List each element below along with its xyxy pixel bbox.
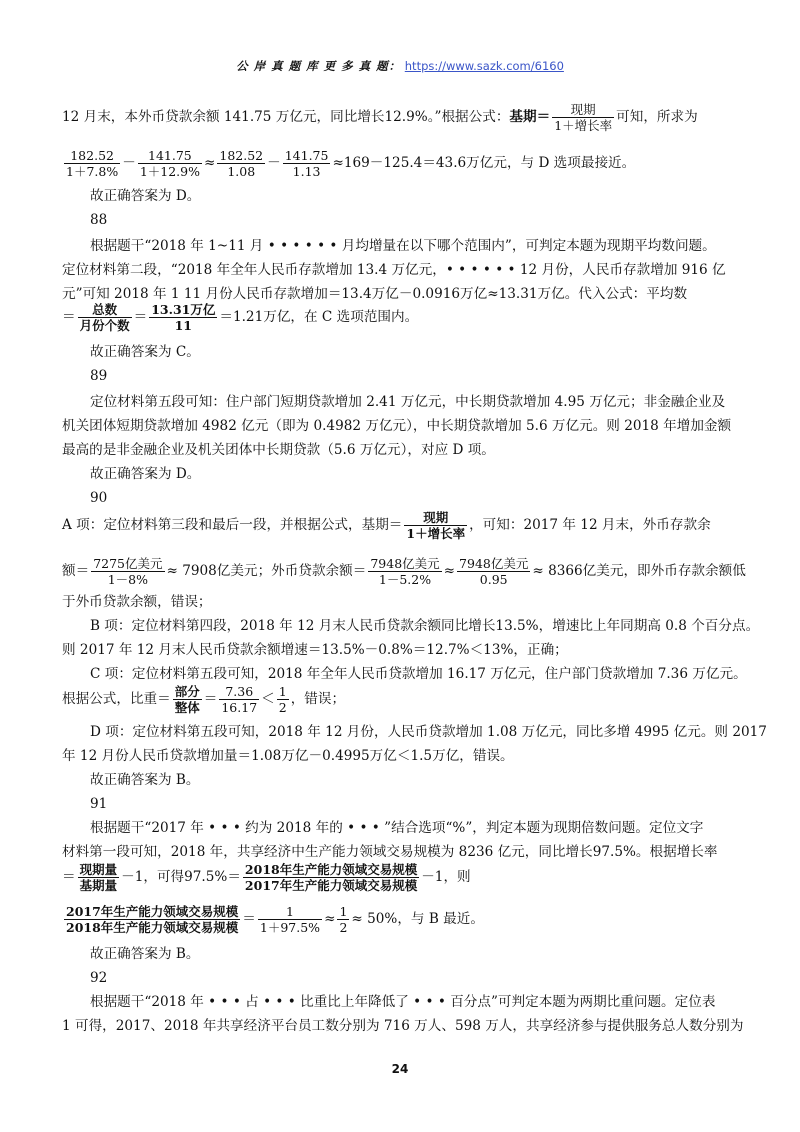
question-number: 91 <box>90 796 108 812</box>
answer-line: 故正确答案为 D。 <box>90 466 201 482</box>
text-line: 机关团体短期贷款增加 4982 亿元（即为 0.4982 万亿元），中长期贷款增加 5.6 万亿元。则 2018 年增加金额 <box>62 418 732 434</box>
text-line: ＝ $\frac{\text{现期量}}{\text{基期量}}$ －1，可得97.5%＝ $\frac{\text{2018年生产能力领域交易规模}}{\text{2017年生产能力领域交易规模}}$ －1，则 <box>62 862 471 893</box>
text-segment: ＝1.21万亿，在 C 选项范围内。 <box>219 309 419 325</box>
formula-fraction: $\frac{\text{现期}}{\text{1＋增长率}}$ <box>406 510 466 541</box>
text-line: C 项：定位材料第五段可知，2018 年全年人民币贷款增加 16.17 万亿元，住户部门贷款增加 7.36 万亿元。 <box>90 666 747 682</box>
text-segment: ≈169－125.4＝43.6万亿元，与 D 选项最接近。 <box>332 155 636 171</box>
text-line: A 项：定位材料第三段和最后一段，并根据公式，基期＝ $\frac{\text{现期}}{\text{1＋增长率}}$ ，可知：2017 年 12 月末，外币存款余 <box>62 510 711 541</box>
formula-fraction: $\frac{1}{1+97.5\%}$ <box>259 904 321 935</box>
formula-fraction: $\frac{141.75}{1.13}$ <box>284 148 329 179</box>
question-number: 88 <box>90 212 108 228</box>
text-line: $\frac{\text{2017年生产能力领域交易规模}}{\text{2018年生产能力领域交易规模}}$ ＝ $\frac{1}{1+97.5\%}$ ≈ $\frac{1}{2}$ ≈ 50%，与 B 最近。 <box>66 904 484 935</box>
text-line: 根据题干“2018 年 • • • 占 • • • 比重比上年降低了 • • • 百分点”可判定本题为两期比重问题。定位表 <box>90 994 716 1010</box>
question-number: 92 <box>90 970 108 986</box>
page-header <box>0 58 800 74</box>
text-line: 额＝ $\frac{\text{7275亿美元}}{1-8\%}$ ≈ 7908亿美元；外币贷款余额＝ $\frac{\text{7948亿美元}}{1-5.2\%}$ ≈ $\frac{\text{7948亿美元}}{0.95}$ ≈ 8366亿美元，即外币存款余额低 <box>62 556 746 587</box>
text-line: 定位材料第二段，“2018 年全年人民币存款增加 13.4 万亿元，• • • • • • 12 月份，人民币存款增加 916 亿 <box>62 262 726 278</box>
header-title: 公 岸 真 题 库 更 多 真 题： <box>236 59 402 73</box>
formula-fraction: $\frac{\text{13.31万亿}}{11}$ <box>151 302 216 333</box>
page-number: 24 <box>391 1062 409 1076</box>
formula-fraction: $\frac{\text{现期}}{\text{1＋增长率}}$ <box>554 102 613 133</box>
text-line: ＝ $\frac{\text{总数}}{\text{月份个数}}$ ＝ $\frac{\text{13.31万亿}}{11}$ ＝1.21万亿，在 C 选项范围内。 <box>62 302 419 333</box>
text-segment: 可知，所求为 <box>616 109 698 125</box>
formula-fraction: $\frac{\text{7275亿美元}}{1-8\%}$ <box>93 556 163 587</box>
text-line: B 项：定位材料第四段，2018 年 12 月末人民币贷款余额同比增长13.5%，增速比上年同期高 0.8 个百分点。 <box>90 618 760 634</box>
formula-fraction: $\frac{\text{现期量}}{\text{基期量}}$ <box>79 862 118 893</box>
text-line: 材料第一段可知，2018 年，共享经济中生产能力领域交易规模为 8236 亿元，同比增长97.5%。根据增长率 <box>62 844 718 860</box>
text-line: 则 2017 年 12 月末人民币贷款余额增速＝13.5%－0.8%＝12.7%＜13%，正确； <box>62 642 568 658</box>
formula-fraction: $\frac{\text{7948亿美元}}{1-5.2\%}$ <box>370 556 440 587</box>
text-segment: 12 月末，本外币贷款余额 141.75 万亿元，同比增长12.9%。”根据公式： <box>62 109 510 125</box>
text-line: 根据题干“2017 年 • • • 约为 2018 年的 • • • ”结合选项“%”，判定本题为现期倍数问题。定位文字 <box>90 820 704 836</box>
formula-label: 基期＝ <box>509 109 551 125</box>
answer-line: 故正确答案为 C。 <box>90 344 200 360</box>
formula-fraction: $\frac{182.52}{1.08}$ <box>219 148 264 179</box>
formula-fraction: $\frac{7.36}{16.17}$ <box>221 684 258 715</box>
question-number: 90 <box>90 490 108 506</box>
header-url-link[interactable]: https://www.sazk.com/6160 <box>404 59 564 73</box>
text-line <box>62 102 752 133</box>
text-line: 根据题干“2018 年 1~11 月 • • • • • • 月均增量在以下哪个范围内”，可判定本题为现期平均数问题。 <box>90 238 716 254</box>
formula-fraction: $\frac{\text{总数}}{\text{月份个数}}$ <box>79 302 130 333</box>
answer-line: 故正确答案为 D。 <box>90 188 201 204</box>
formula-fraction: $\frac{1}{2}$ <box>278 684 287 715</box>
formula-fraction: $\frac{141.75}{1+12.9\%}$ <box>139 148 200 179</box>
question-number: 89 <box>90 368 108 384</box>
text-line: 定位材料第五段可知：住户部门短期贷款增加 2.41 万亿元，中长期贷款增加 4.95 万亿元；非金融企业及 <box>90 394 726 410</box>
text-line: $\frac{182.52}{1+7.8\%}$ － $\frac{141.75}{1+12.9\%}$ ≈ $\frac{182.52}{1.08}$ － $\frac{141.75}{1.13}$ ≈169－125.4＝43.6万亿元，与 D 选项最接近。 <box>66 148 636 179</box>
text-line: D 项：定位材料第五段可知，2018 年 12 月份，人民币贷款增加 1.08 万亿元，同比多增 4995 亿元。则 2017 <box>90 724 767 740</box>
answer-line: 故正确答案为 B。 <box>90 946 200 962</box>
formula-fraction: $\frac{1}{2}$ <box>339 904 348 935</box>
text-line: 1 可得，2017、2018 年共享经济平台员工数分别为 716 万人、598 万人，共享经济参与提供服务总人数分别为 <box>62 1018 744 1034</box>
text-line: 元”可知 2018 年 1 11 月份人民币存款增加＝13.4万亿－0.0916万亿≈13.31万亿。代入公式：平均数 <box>62 286 688 302</box>
answer-line: 故正确答案为 B。 <box>90 772 200 788</box>
formula-fraction: $\frac{\text{2017年生产能力领域交易规模}}{\text{2018年生产能力领域交易规模}}$ <box>66 904 239 935</box>
formula-fraction: $\frac{182.52}{1+7.8\%}$ <box>66 148 119 179</box>
formula-fraction: $\frac{\text{7948亿美元}}{0.95}$ <box>459 556 529 587</box>
text-line: 年 12 月份人民币贷款增加量＝1.08万亿－0.4995万亿＜1.5万亿，错误。 <box>62 748 514 764</box>
formula-fraction: $\frac{\text{2018年生产能力领域交易规模}}{\text{2017年生产能力领域交易规模}}$ <box>244 862 418 893</box>
text-line: 于外币贷款余额，错误； <box>62 594 212 610</box>
formula-fraction: $\frac{\text{部分}}{\text{整体}}$ <box>174 684 200 715</box>
text-line: 根据公式，比重＝ $\frac{\text{部分}}{\text{整体}}$ ＝ $\frac{7.36}{16.17}$ ＜ $\frac{1}{2}$ ，错误； <box>62 684 346 715</box>
text-line: 最高的是非金融企业及机关团体中长期贷款（5.6 万亿元），对应 D 项。 <box>62 442 495 458</box>
